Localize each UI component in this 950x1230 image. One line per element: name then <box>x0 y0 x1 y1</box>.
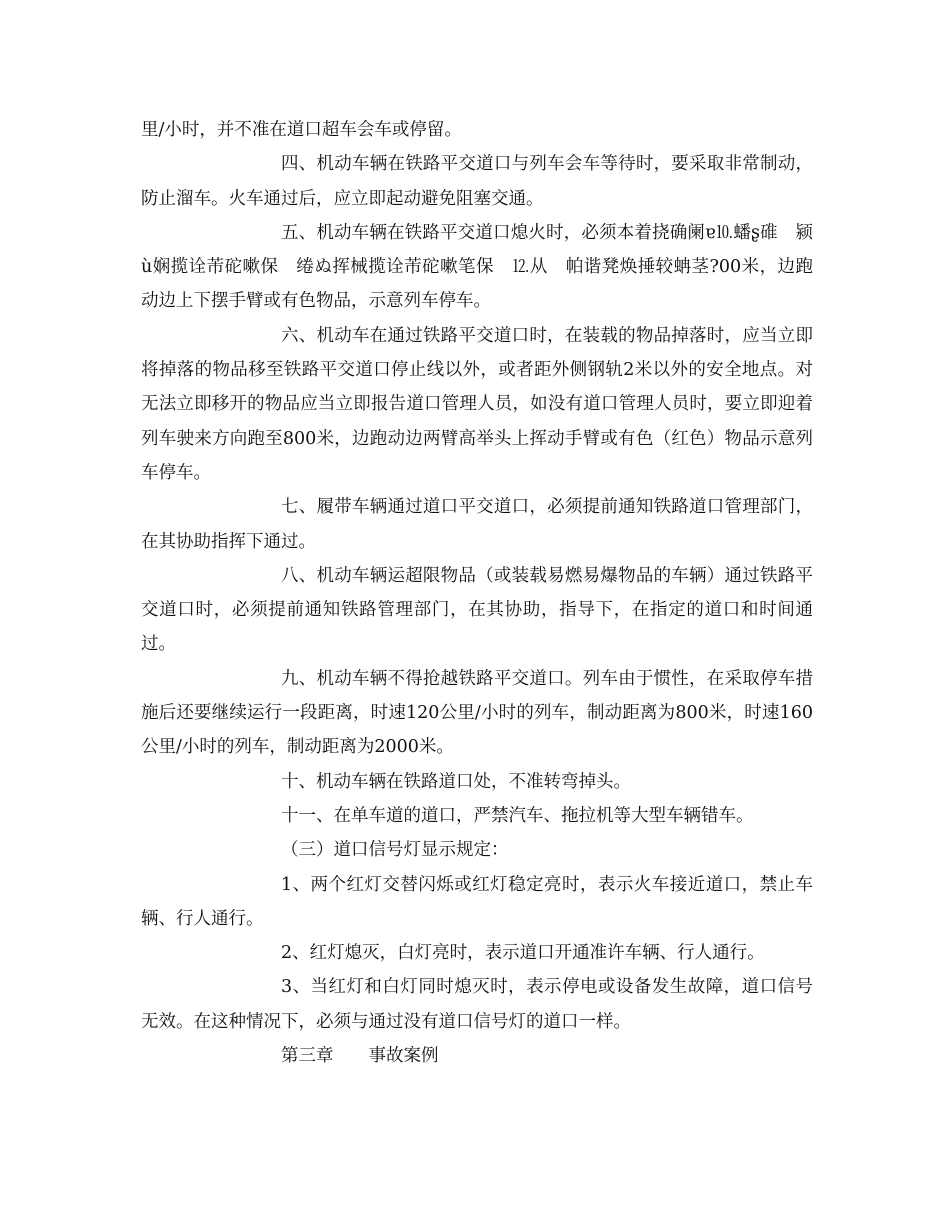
paragraph-rule-7: 七、履带车辆通过道口平交道口，必须提前通知铁路道口管理部门，在其协助指挥下通过。 <box>141 497 813 552</box>
paragraph-rule-6: 六、机动车在通过铁路平交道口时，在装载的物品掉落时，应当立即将掉落的物品移至铁路平交道口停止线以外，或者距外侧钢轨2米以外的安全地点。对无法立即移开的物品应当立即报告道口管理人员，如没有道口管理人员时，要立即迎着列车驶来方向跑至800米，边跑动边两臂高举头上挥动手臂或有色（红色）物品示意列车停车。 <box>141 325 813 483</box>
paragraph-rule-4: 四、机动车辆在铁路平交道口与列车会车等待时，要采取非常制动，防止溜车。火车通过后，应立即起动避免阻塞交通。 <box>141 154 813 209</box>
chapter-heading: 第三章 事故案例 <box>281 1046 439 1067</box>
paragraph-signal-1: 1、两个红灯交替闪烁或红灯稳定亮时，表示火车接近道口，禁止车辆、行人通行。 <box>141 874 813 929</box>
document-body <box>141 113 831 1073</box>
paragraph-signal-3: 3、当红灯和白灯同时熄灭时，表示停电或设备发生故障，道口信号无效。在这种情况下，必须与通过没有道口信号灯的道口一样。 <box>141 977 813 1032</box>
paragraph-rule-10: 十、机动车辆在铁路道口处，不准转弯掉头。 <box>281 771 631 792</box>
paragraph-rule-5: 五、机动车辆在铁路平交道口熄火时，必须本着挠确阑ɐ⒑蟠ʂ碓 颍 ù娴揽诠芾砣嗽保 绻ぬ挥械揽诠芾砣嗽笔保 ⒓从 帕谐凳焕捶较蚺茎?00米，边跑动边上下摆手臂或有色物品，示意列车停车。 <box>141 222 831 312</box>
paragraph-rule-8: 八、机动车辆运超限物品（或装载易燃易爆物品的车辆）通过铁路平交道口时，必须提前通知铁路管理部门，在其协助，指导下，在指定的道口和时间通过。 <box>141 565 813 655</box>
paragraph-rule-9: 九、机动车辆不得抢越铁路平交道口。列车由于惯性，在采取停车措施后还要继续运行一段距离，时速120公里/小时的列车，制动距离为800米，时速160公里/小时的列车，制动距离为2000米。 <box>141 668 813 758</box>
paragraph-continuation: 里/小时，并不准在道口超车会车或停留。 <box>141 120 462 140</box>
paragraph-signal-2: 2、红灯熄灭，白灯亮时，表示道口开通准许车辆、行人通行。 <box>281 943 765 964</box>
paragraph-rule-11: 十一、在单车道的道口，严禁汽车、拖拉机等大型车辆错车。 <box>281 805 754 826</box>
section-heading-signal-rules: （三）道口信号灯显示规定： <box>281 840 509 861</box>
